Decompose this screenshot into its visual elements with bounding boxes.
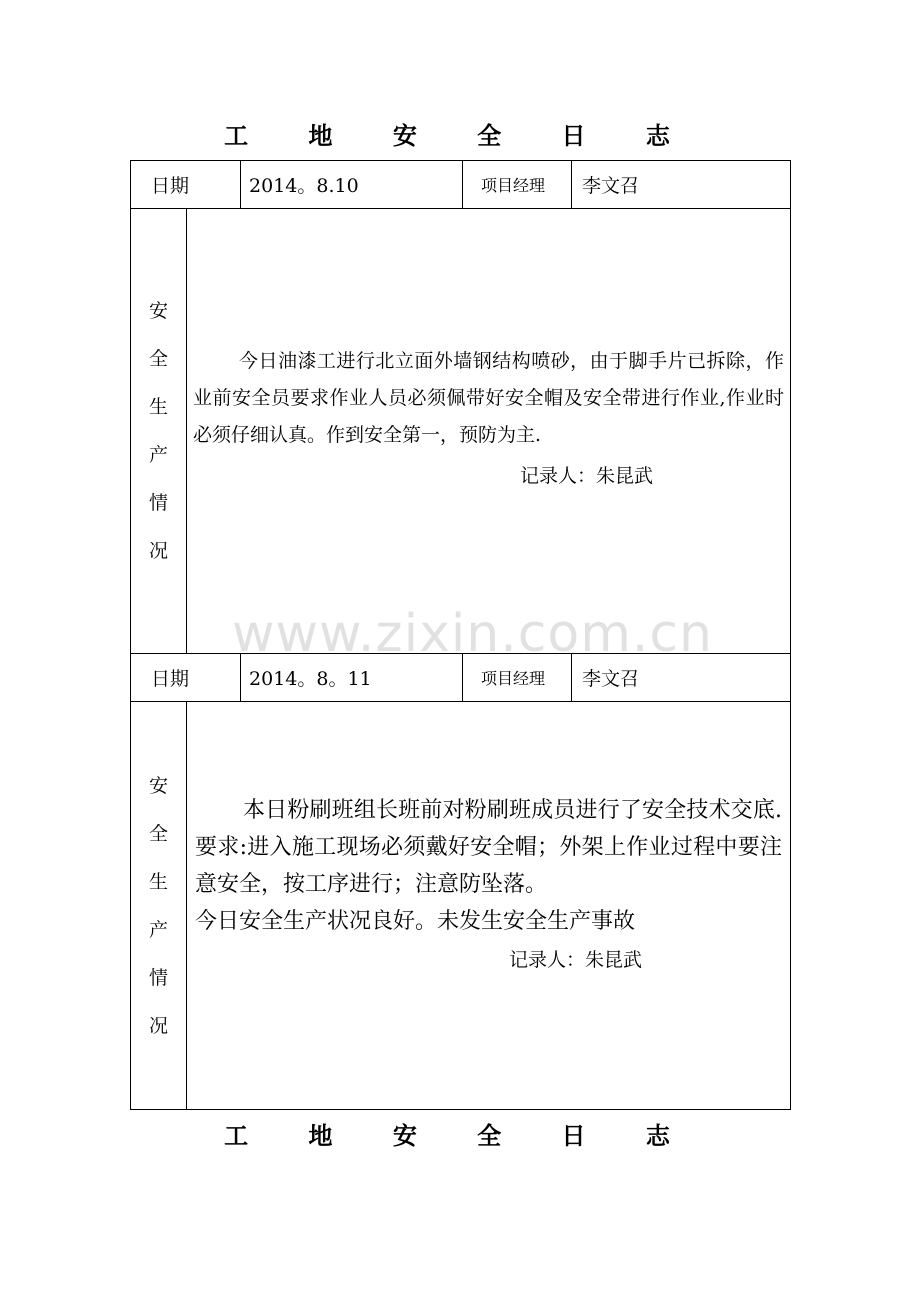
- section-label-char: 全: [148, 348, 168, 370]
- date-label: 日期: [131, 654, 241, 702]
- section-label-char: 情: [148, 492, 168, 514]
- entry-body-row: [131, 209, 791, 654]
- section-label-char: 全: [148, 822, 168, 845]
- entry-header-row: [131, 161, 791, 209]
- date-value: 2014。8.10: [241, 161, 463, 209]
- section-label-char: 况: [148, 1014, 168, 1037]
- project-manager-label: 项目经理: [463, 654, 572, 702]
- project-manager-value: 李文召: [572, 161, 791, 209]
- section-label: [131, 702, 187, 1110]
- recorder: 记录人：朱昆武: [509, 949, 643, 971]
- project-manager-value: 李文召: [572, 654, 791, 702]
- section-label-char: 安: [148, 774, 168, 797]
- watermark: www.zixin.com.cn: [232, 604, 713, 664]
- date-label: 日期: [131, 161, 241, 209]
- entry-body-row: [131, 702, 791, 1110]
- section-label-char: 产: [148, 918, 168, 941]
- recorder: 记录人：朱昆武: [520, 465, 654, 487]
- entry-content-cell: [187, 209, 791, 654]
- entry-content-text: 本日粉刷班组长班前对粉刷班成员进行了安全技术交底.要求:进入施工现场必须戴好安全帽；外架上作业过程中要注意安全，按工序进行；注意防坠落。: [195, 798, 783, 897]
- section-label: [131, 209, 187, 654]
- entry-header-row: [131, 654, 791, 702]
- entry-content-text: 今日油漆工进行北立面外墙钢结构喷砂，由于脚手片已拆除，作业前安全员要求作业人员必须佩带好安全帽及安全带进行作业,作业时必须仔细认真。作到安全第一，预防为主.: [193, 350, 785, 446]
- project-manager-label: 项目经理: [463, 161, 572, 209]
- footer-title: 工 地 安 全 日 志: [224, 1122, 696, 1150]
- section-label-char: 况: [148, 540, 168, 562]
- date-value: 2014。8。11: [241, 654, 463, 702]
- section-label-char: 情: [148, 966, 168, 989]
- section-label-char: 产: [148, 444, 168, 466]
- page-title: 工 地 安 全 日 志: [224, 122, 696, 150]
- section-label-char: 生: [148, 396, 168, 418]
- section-label-char: 安: [148, 300, 168, 322]
- safety-log-table: [130, 160, 791, 1110]
- entry-content-cell: [187, 702, 791, 1110]
- entry-extra-text: 今日安全生产状况良好。未发生安全生产事故: [195, 909, 636, 934]
- section-label-char: 生: [148, 870, 168, 893]
